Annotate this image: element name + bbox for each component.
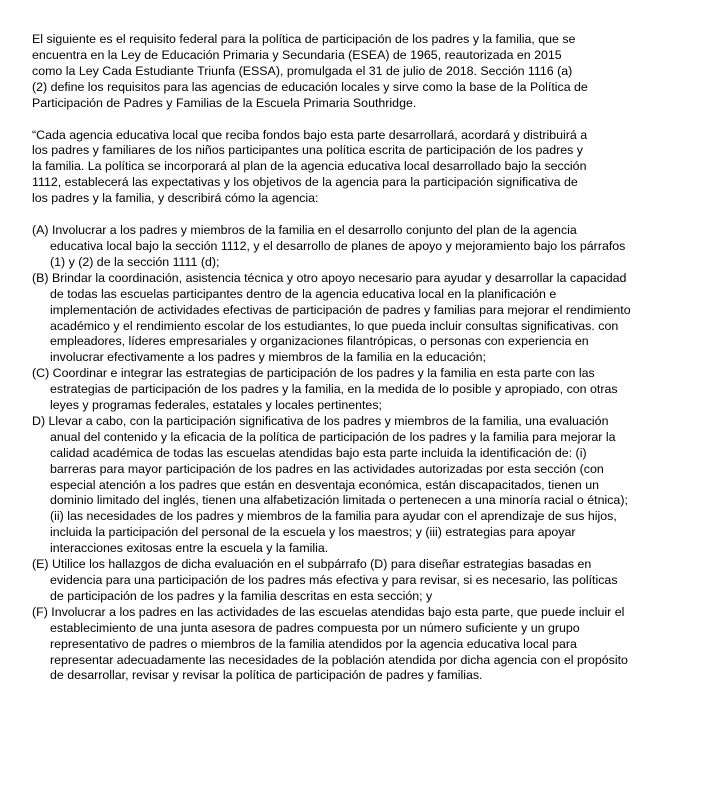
document-page [32, 32, 632, 684]
list-item-d: D) Llevar a cabo, con la participación significativa de los padres y miembros de la familia, una evaluación anual del contenido y la eficacia de la política de participación de los padres y la familia para mejorar la calidad académica de todas las escuelas atendidas bajo esta parte incluida la identificación de: (i) barreras para mayor participación de los padres en las actividades autorizadas por esta sección (con especial atención a los padres que están en desventaja económica, están discapacitados, tienen un dominio limitado del inglés, tienen una alfabetización limitada o pertenecen a una minoría racial o étnica); (ii) las necesidades de los padres y miembros de la familia para ayudar con el aprendizaje de sus hijos, incluida la participación del personal de la escuela y los maestros; y (iii) estrategias para apoyar interacciones exitosas entre la escuela y la familia. [32, 413, 628, 556]
list-item-e: (E) Utilice los hallazgos de dicha evaluación en el subpárrafo (D) para diseñar estrategias basadas en evidencia para una participación de los padres más efectiva y para revisar, si es necesario, las políticas de participación de los padres y la familia descritas en esta sección; y [32, 557, 618, 603]
paragraph-spacer [32, 112, 632, 128]
list-item-f: (F) Involucrar a los padres en las actividades de las escuelas atendidas bajo esta parte, que puede incluir el establecimiento de una junta asesora de padres compuesta por un número suficiente y un grupo representativo de padres o miembros de la familia atendidos por la agencia educativa local para representar adecuadamente las necesidades de la población atendida por dicha agencia con el propósito de desarrollar, revisar y revisar la política de participación de padres y familias. [32, 604, 628, 683]
paragraph-spacer [32, 207, 632, 223]
intro-paragraph: El siguiente es el requisito federal para la política de participación de los padres y la familia, que se encuentra en la Ley de Educación Primaria y Secundaria (ESEA) de 1965, reautorizada en 2015 como la Ley Cada Estudiante Triunfa (ESSA), promulgada el 31 de julio de 2018. Sección 1116 (a) (2) define los requisitos para las agencias de educación locales y sirve como la base de la Política de Participación de Padres y Familias de la Escuela Primaria Southridge. [32, 32, 588, 110]
list-item-c: (C) Coordinar e integrar las estrategias de participación de los padres y la familia en esta parte con las estrategias de participación de los padres y la familia, en la medida de lo posible y apropiado, con otras leyes y programas federales, estatales y locales pertinentes; [32, 366, 618, 413]
list-item-a: (A) Involucrar a los padres y miembros de la familia en el desarrollo conjunto del plan de la agencia educativa local bajo la sección 1112, y el desarrollo de planes de apoyo y mejoramiento bajo los párrafos (1) y (2) de la sección 1111 (d); [32, 223, 626, 269]
quote-paragraph: “Cada agencia educativa local que reciba fondos bajo esta parte desarrollará, acordará y distribuirá a los padres y familiares de los niños participantes una política escrita de participación de los padres y la familia. La política se incorporará al plan de la agencia educativa local desarrollado bajo la sección 1112, establecerá las expectativas y los objetivos de la agencia para la participación significativa de los padres y la familia, y describirá cómo la agencia: [32, 127, 588, 206]
list-item-b: (B) Brindar la coordinación, asistencia técnica y otro apoyo necesario para ayudar y desarrollar la capacidad de todas las escuelas participantes dentro de la agencia educativa local en la planificación e implementación de actividades efectivas de participación de padres y familias para mejorar el rendimiento académico y el rendimiento escolar de los estudiantes, lo que pueda incluir consultas significativas. con empleadores, líderes empresariales y organizaciones filantrópicas, o personas con experiencia en involucrar efectivamente a los padres y miembros de la familia en la educación; [32, 270, 631, 365]
requirements-list [32, 223, 632, 684]
